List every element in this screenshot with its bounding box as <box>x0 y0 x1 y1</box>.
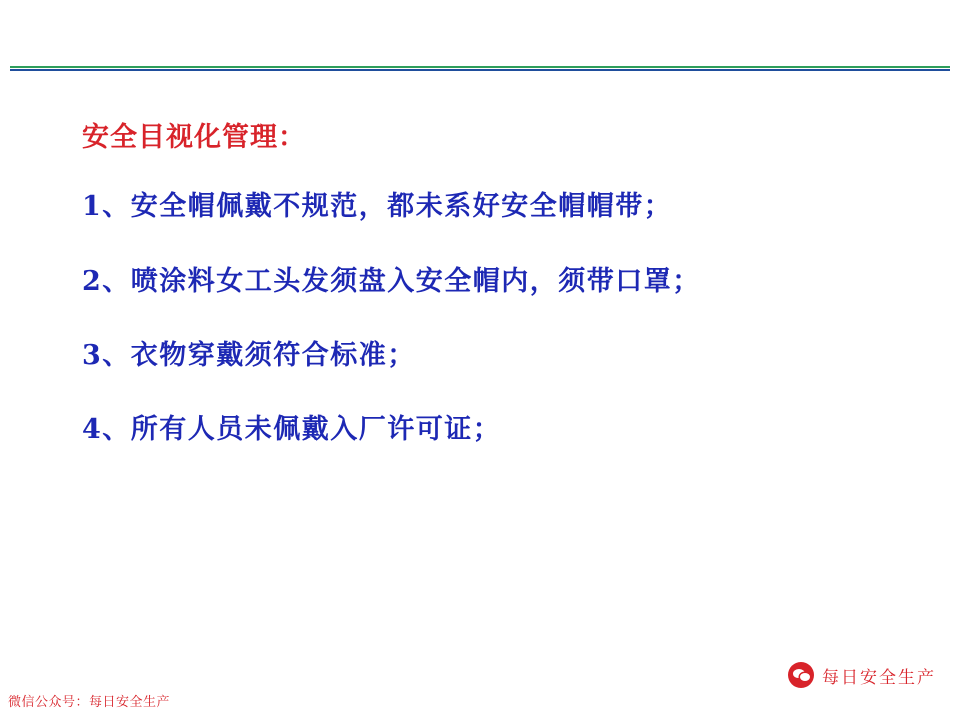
list-item: 3、衣物穿戴须符合标准； <box>82 339 416 371</box>
page-title: 安全目视化管理： <box>82 122 306 153</box>
list-item: 4、所有人员未佩戴入厂许可证； <box>82 414 502 446</box>
top-accent-rule-green <box>10 66 950 68</box>
slide-content <box>0 120 960 487</box>
list-item: 1、安全帽佩戴不规范，都未系好安全帽帽带； <box>82 191 673 223</box>
top-accent-rule-blue <box>10 69 950 71</box>
wechat-icon <box>788 662 814 688</box>
list-item: 2、喷涂料女工头发须盘入安全帽内，须带口罩； <box>82 265 701 297</box>
bullet-list <box>0 189 960 449</box>
footer-watermark-left: 微信公众号：每日安全生产 <box>8 695 171 710</box>
footer-account-name: 每日安全生产 <box>822 667 936 688</box>
footer-watermark-right <box>788 662 936 688</box>
